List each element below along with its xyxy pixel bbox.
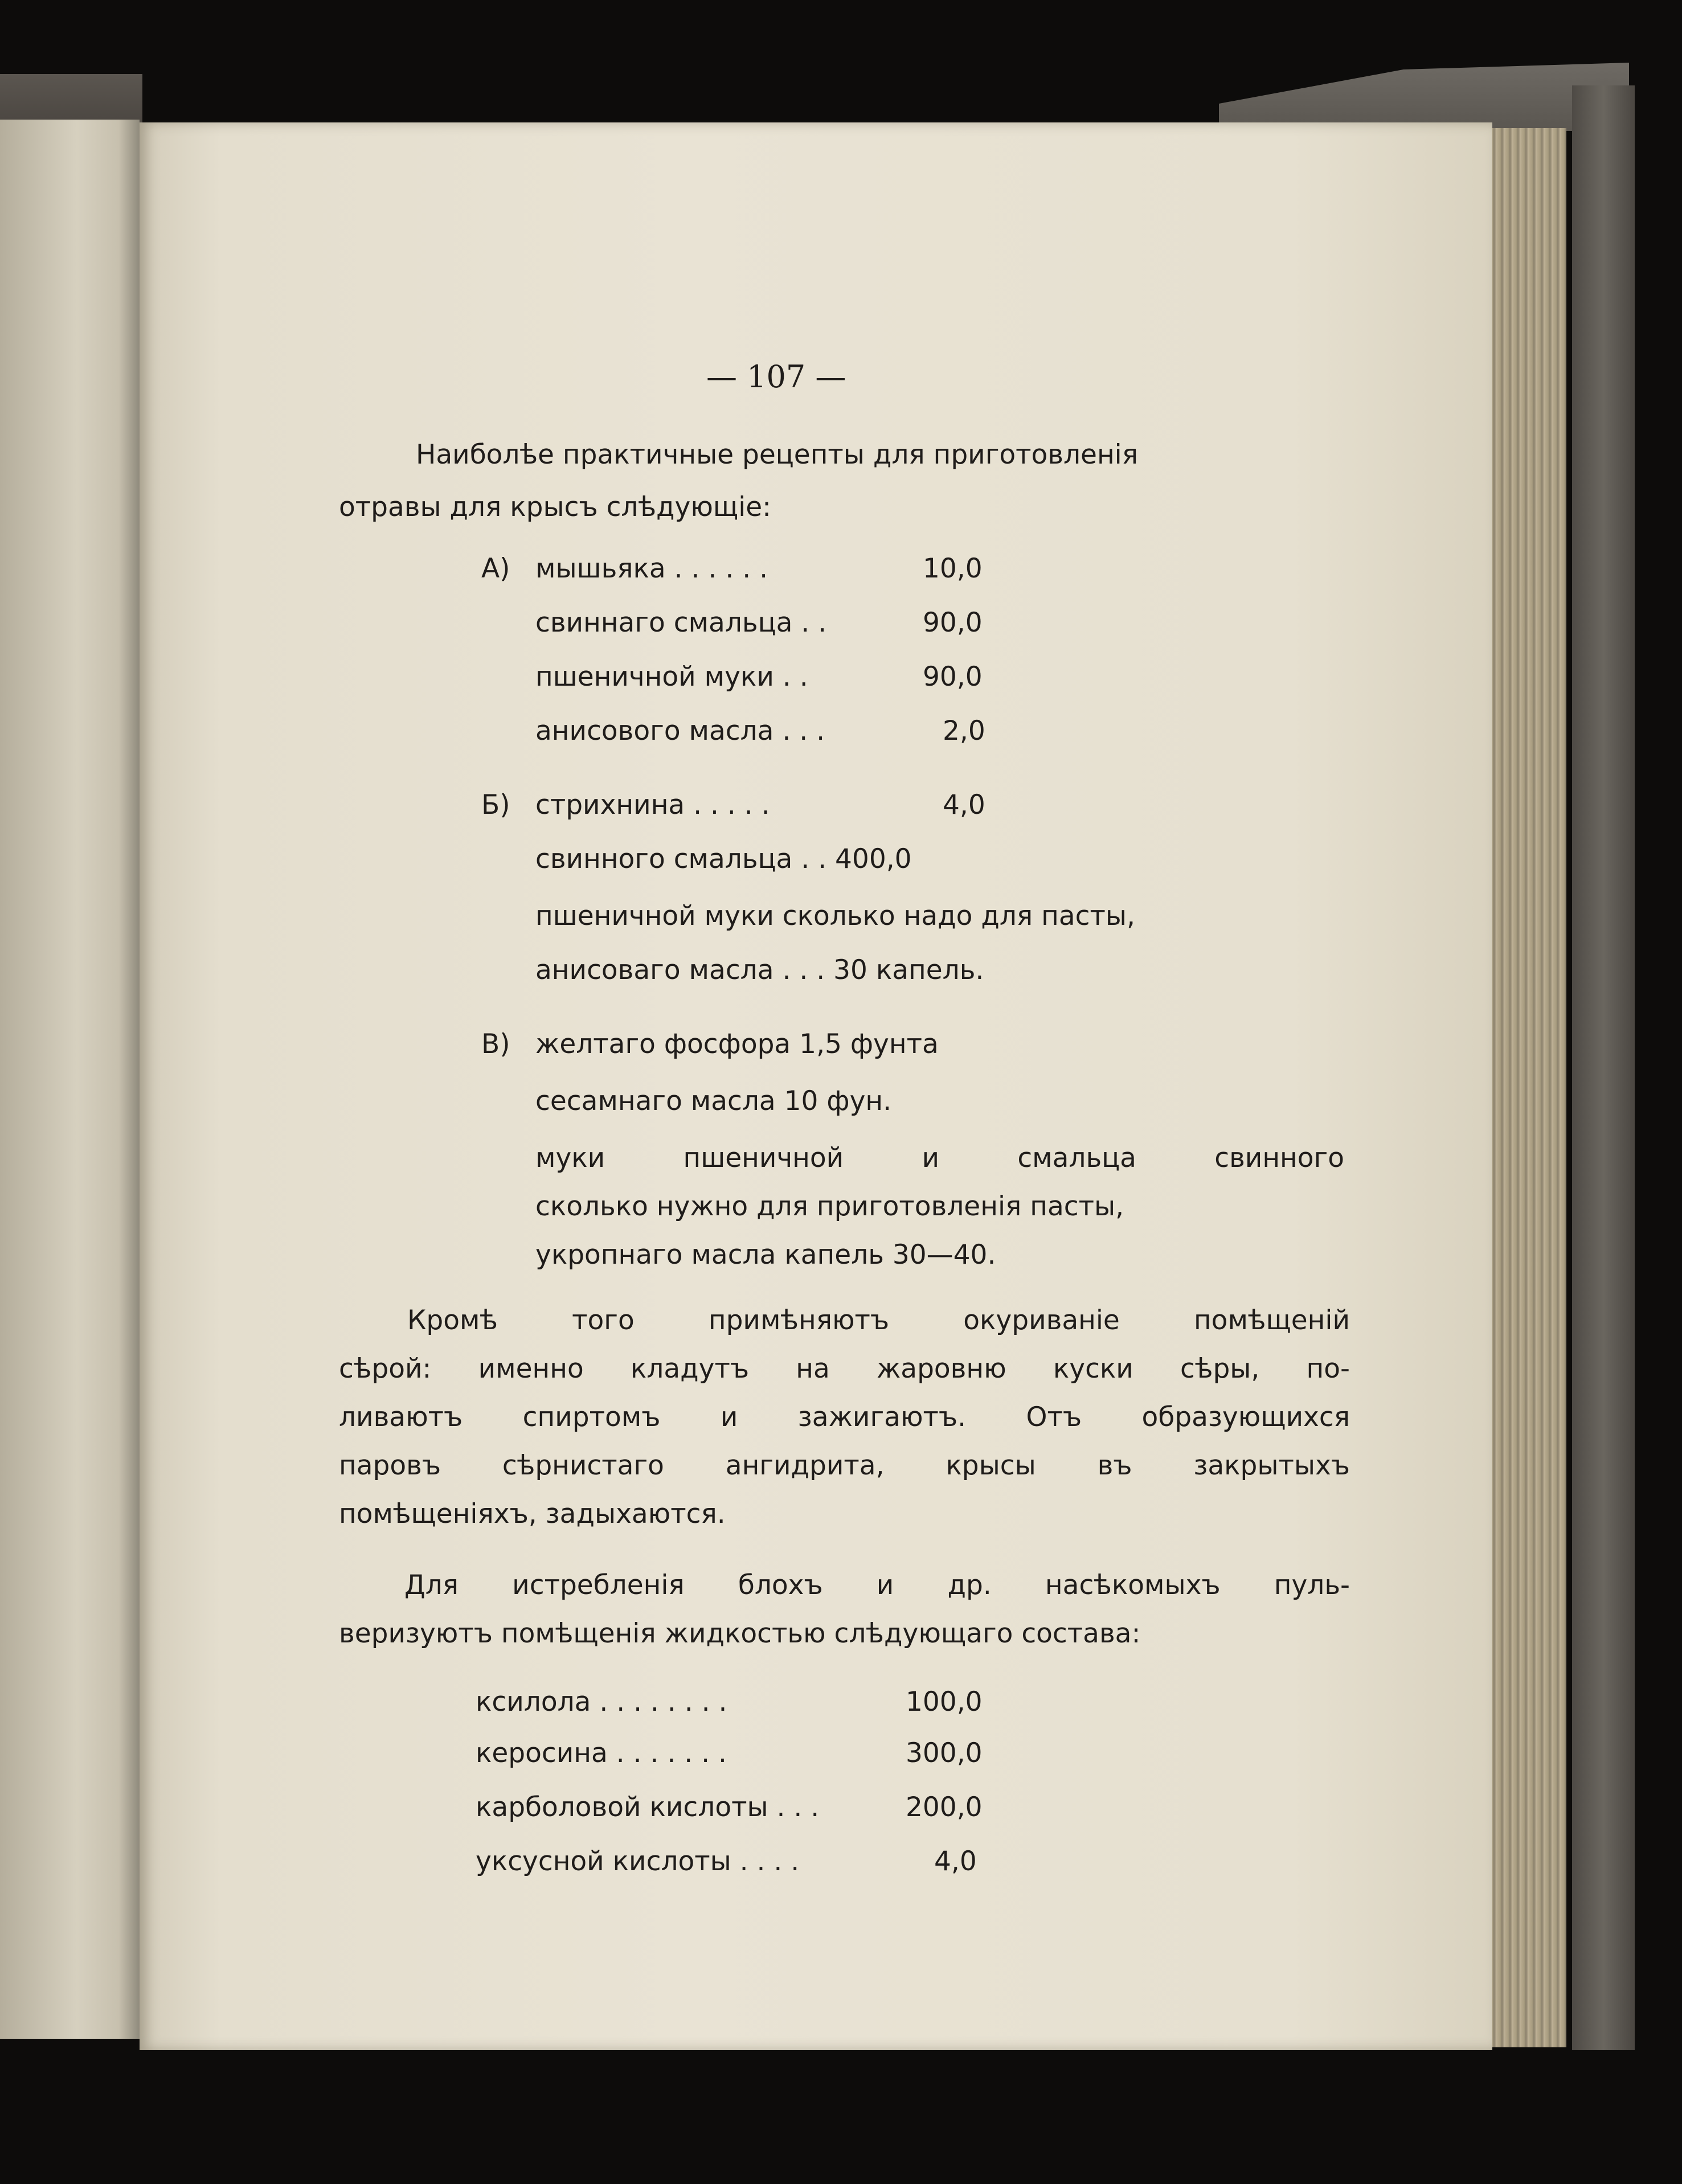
- paragraph-3-line-1: Для истребленія блохъ и др. насѣкомыхъ пуль-: [404, 1570, 1350, 1601]
- recipe-c-line-1: желтаго фосфора 1,5 фунта: [535, 1029, 939, 1060]
- recipe-b-line-1: стрихнина . . . . .: [535, 789, 770, 821]
- paragraph-2-line-1: Кромѣ того примѣняютъ окуриваніе помѣщеній: [407, 1305, 1350, 1336]
- paragraph-3-line-2: веризуютъ помѣщенія жидкостью слѣдующаго состава:: [339, 1618, 1141, 1649]
- recipe-a-line-4: анисового масла . . .: [535, 715, 825, 747]
- recipe-a-value-1: 10,0: [923, 553, 983, 584]
- recipe-a-line-3: пшеничной муки . .: [535, 661, 808, 693]
- recipe-a-line-1: мышьяка . . . . . .: [535, 553, 768, 584]
- recipe-a-line-2: свиннаго смальца . .: [535, 607, 827, 638]
- recipe-c-line-4: сколько нужно для приготовленія пасты,: [535, 1191, 1124, 1222]
- recipe-b-line-4: анисоваго масла . . . 30 капель.: [535, 954, 984, 986]
- recipe-b-line-2: свинного смальца . . 400,0: [535, 843, 912, 875]
- recipe-c-line-2: сесамнаго масла 10 фун.: [535, 1085, 892, 1117]
- recipe-c-label: В): [481, 1029, 510, 1060]
- book-page: [140, 122, 1492, 2050]
- recipe-a-value-3: 90,0: [923, 661, 983, 693]
- intro-line-1: Наиболѣе практичные рецепты для приготовленія: [416, 439, 1139, 470]
- mixture-item-name: карболовой кислоты . . .: [476, 1792, 820, 1823]
- recipe-c-line-3: муки пшеничной и смальца свинного: [535, 1142, 1344, 1174]
- paragraph-2-line-4: паровъ сѣрнистаго ангидрита, крысы въ закрытыхъ: [339, 1450, 1350, 1481]
- recipe-a-value-2: 90,0: [923, 607, 983, 638]
- paragraph-2-line-5: помѣщеніяхъ, задыхаются.: [339, 1498, 726, 1530]
- book-cover-cloth-side: [1572, 85, 1635, 2050]
- mixture-item-value: 300,0: [906, 1738, 983, 1769]
- recipe-b-label: Б): [481, 789, 510, 821]
- intro-line-2: отравы для крысъ слѣдующіе:: [339, 491, 771, 523]
- mixture-item-value: 100,0: [906, 1686, 983, 1718]
- paragraph-2-line-3: ливаютъ спиртомъ и зажигаютъ. Отъ образующихся: [339, 1402, 1350, 1433]
- paragraph-2-line-2: сѣрой: именно кладутъ на жаровню куски сѣры, по-: [339, 1353, 1350, 1384]
- mixture-item-name: ксилола . . . . . . . .: [476, 1686, 727, 1718]
- mixture-item-name: уксусной кислоты . . . .: [476, 1846, 800, 1877]
- mixture-item-name: керосина . . . . . . .: [476, 1738, 727, 1769]
- mixture-item-value: 200,0: [906, 1792, 983, 1823]
- recipe-b-value-1: 4,0: [943, 789, 985, 821]
- recipe-a-label: А): [481, 553, 510, 584]
- page-number: — 107 —: [706, 359, 846, 395]
- mixture-item-value: 4,0: [934, 1846, 977, 1877]
- recipe-b-line-3: пшеничной муки сколько надо для пасты,: [535, 900, 1135, 932]
- recipe-c-line-5: укропнаго масла капель 30—40.: [535, 1239, 996, 1271]
- page-edges: [1481, 128, 1566, 2047]
- book-cover-cloth-top: [1219, 63, 1629, 131]
- recipe-a-value-4: 2,0: [943, 715, 985, 747]
- left-page: [0, 120, 140, 2039]
